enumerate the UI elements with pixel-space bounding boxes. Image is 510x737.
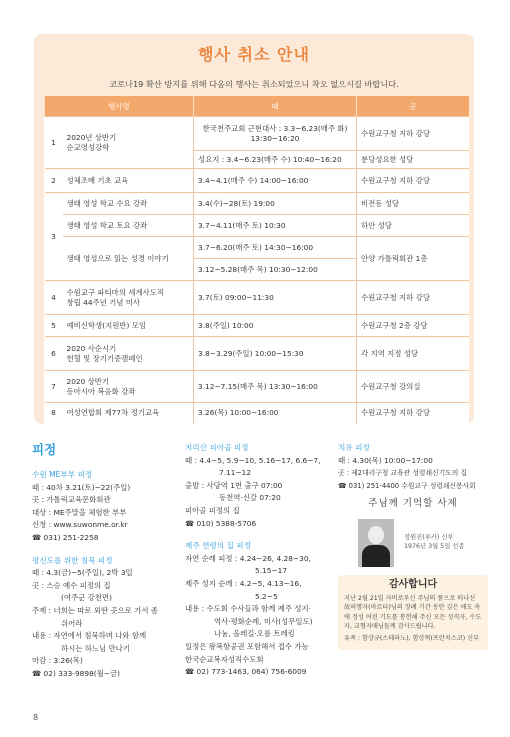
event-time: 3.26(목) 10:00~16:00 xyxy=(194,403,357,424)
event-time: 3.7~4.11(매주 토) 10:30 xyxy=(194,215,357,237)
header-place: 곳 xyxy=(357,96,470,117)
event-time: 3.8~3.29(주일) 10:00~15:30 xyxy=(194,337,357,371)
thanks-signature: 유족 : 함상규(스테파노), 함상혁(프란치스코) 신부 xyxy=(344,634,480,642)
event-name: 예비신학생(지원반) 모임 xyxy=(63,315,194,337)
event-time: 3.4(수)~28(토) 19:00 xyxy=(194,193,357,215)
event-place: 수원교구청 지하 강당 xyxy=(357,169,470,193)
event-place: 하안 성당 xyxy=(357,215,470,237)
retreat-column-2 xyxy=(185,442,333,679)
silent-retreat-phone: ☎ 02) 333-9898(월~금) xyxy=(32,668,121,678)
row-number: 4 xyxy=(45,281,63,315)
events-table xyxy=(44,96,469,424)
event-time: 3.7~6.20(매주 토) 14:30~16:00 xyxy=(194,237,357,259)
table-header-row xyxy=(45,96,470,117)
jirisan-retreat-heading: 지리산 피아골 피정 xyxy=(185,443,249,452)
jeju-retreat-line: 5.15~17 xyxy=(255,566,288,576)
jirisan-retreat-phone: ☎ 010) 5388-5706 xyxy=(185,518,257,528)
row-number: 2 xyxy=(45,169,63,193)
retreat-title: 피정 xyxy=(32,442,57,457)
jirisan-retreat-line: 때 : 4.4~5, 5.9~10, 5.16~17, 6.6~7, xyxy=(185,455,321,465)
event-time: 한국천주교회 근현대사 : 3.3~6.23(매주 화) 13:30~16:20 xyxy=(194,117,357,151)
jeju-retreat-line: 일정은 왕복항공권 포함해서 접수 가능 xyxy=(185,641,309,651)
event-name: 여성연합회 제77차 정기교육 xyxy=(63,403,194,424)
jeju-retreat-heading: 제주 연령의 집 피정 xyxy=(185,541,251,551)
healing-retreat-line: 때 : 4.30(목) 10:00~17:00 xyxy=(338,455,433,465)
event-place: 수원교구청 지하 강당 xyxy=(357,117,470,151)
healing-retreat-phone: ☎ 031) 251-4400 수원교구 성령쇄신봉사회 xyxy=(338,481,476,490)
silent-retreat-line: 쉬어라 xyxy=(61,618,83,628)
me-retreat-line: 대상 : ME주말을 체험한 부부 xyxy=(32,507,127,517)
table-row xyxy=(45,315,470,337)
jirisan-retreat-line: 출발 : 사당역 1번 출구 07:00 xyxy=(185,480,283,490)
priest-photo xyxy=(358,519,394,567)
row-number: 1 xyxy=(45,117,63,169)
row-number: 7 xyxy=(45,371,63,403)
jirisan-retreat-line: 피아골 피정의 집 xyxy=(185,505,240,515)
event-name: 2020 상반기 동아시아 복음화 강좌 xyxy=(63,371,194,403)
event-place: 각 지역 지정 성당 xyxy=(357,337,470,371)
silent-retreat-line: 때 : 4.3(금)~5(주일), 2박 3일 xyxy=(32,568,133,578)
thanks-box xyxy=(338,575,488,650)
event-name: 성체조배 기초 교육 xyxy=(63,169,194,193)
table-row xyxy=(45,337,470,371)
silent-retreat-heading: 평신도를 위한 침묵 피정 xyxy=(32,555,113,565)
memorial-heading: 주님께 기억할 사제 xyxy=(368,498,458,510)
row-number: 5 xyxy=(45,315,63,337)
notice-title: 행사 취소 안내 xyxy=(198,45,310,64)
event-time: 3.8(주일) 10:00 xyxy=(194,315,357,337)
silent-retreat-line: 하시는 하느님 만나기 xyxy=(61,643,130,653)
event-time: 3.12~5.28(매주 목) 10:30~12:00 xyxy=(194,259,357,281)
event-place: 수원교구청 지하 강당 xyxy=(357,403,470,424)
event-name: 생태 영성 학교 토요 강좌 xyxy=(63,215,194,237)
event-place: 수원교구청 2층 강당 xyxy=(357,315,470,337)
jeju-retreat-line: 제주 성지 순례 : 4.2~5, 4.13~16, xyxy=(185,578,302,588)
event-place: 수원교구청 지하 강당 xyxy=(357,281,470,315)
table-row xyxy=(45,215,470,237)
event-name: 생태 영성 학교 수요 강좌 xyxy=(63,193,194,215)
jeju-retreat-line: 자연 순례 피정 : 4.24~26, 4.28~30, xyxy=(185,553,311,563)
event-time: 3.4~4.1(매주 수) 14:00~16:00 xyxy=(194,169,357,193)
silent-retreat-line: 곳 : 스승 예수 피정의 집 xyxy=(32,580,111,590)
me-retreat-phone: ☎ 031) 251-2258 xyxy=(32,532,99,542)
row-number: 3 xyxy=(45,193,63,281)
healing-retreat-line: 곳 : 제2대리구청 교육관 성령쇄신기도의 집 xyxy=(338,469,468,478)
event-name: 수원교구 파티마의 세계사도직 창립 44주년 기념 미사 xyxy=(63,281,194,315)
row-number: 6 xyxy=(45,337,63,371)
thanks-body: 지난 2월 21일 자비로우신 주님의 품으로 떠나신 故허명자(마르타)님의 장례 기간 동안 깊은 애도 속에 정성 어린 기도를 봉헌해 주신 모든 성직자, 수도자, 교형자매님들께 감사드립니다. xyxy=(344,594,482,631)
table-row xyxy=(45,193,470,215)
header-event: 행사명 xyxy=(45,96,194,117)
retreat-column-1 xyxy=(32,442,164,681)
priest-name: 정원진(루카) 신부 xyxy=(404,533,454,541)
event-time: 3.12~7.15(매주 목) 13:30~16:00 xyxy=(194,371,357,403)
event-place: 비전동 성당 xyxy=(357,193,470,215)
jirisan-retreat-line: 동천역·신갈 07:20 xyxy=(219,493,281,503)
me-retreat-line: 때 : 40차 3.21(토)~22(주일) xyxy=(32,482,131,492)
event-name: 2020년 상반기 순교영성강학 xyxy=(63,117,194,169)
table-row xyxy=(45,237,470,259)
me-retreat-line: 곳 : 가톨릭교육문화회관 xyxy=(32,495,111,505)
healing-retreat-heading: 치유 피정 xyxy=(338,443,370,452)
notice-subtitle: 코로나19 확산 방지를 위해 다음의 행사는 취소되었으니 착오 없으시길 바랍니다. xyxy=(109,79,399,89)
jirisan-retreat-line: 7.11~12 xyxy=(219,468,252,478)
retreat-column-3 xyxy=(338,442,488,650)
priest-date: 1976년 3월 5일 선종 xyxy=(404,542,465,550)
memorial-photo-box xyxy=(338,519,484,569)
event-place: 수원교구청 강의실 xyxy=(357,371,470,403)
event-name: 생태 영성으로 읽는 성경 이야기 xyxy=(63,237,194,281)
event-time: 3.7(토) 09:00~11:30 xyxy=(194,281,357,315)
event-place: 안양 가톨릭회관 1층 xyxy=(357,237,470,281)
silent-retreat-line: (여주군 강천면) xyxy=(61,593,112,603)
thanks-title: 감사합니다 xyxy=(388,578,438,590)
event-time: 성요지 : 3.4~6.23(매주 수) 10:40~16:20 xyxy=(194,151,357,169)
jeju-retreat-phone: ☎ 02) 773-1463, 064) 756-6009 xyxy=(185,667,307,677)
table-row xyxy=(45,403,470,424)
header-time: 때 xyxy=(194,96,357,117)
silent-retreat-line: 마감 : 3.26(목) xyxy=(32,656,83,666)
jeju-retreat-line: 5.2~5 xyxy=(255,591,278,601)
row-number: 8 xyxy=(45,403,63,424)
me-retreat-heading: 수원 ME부부 피정 xyxy=(32,470,93,479)
table-row xyxy=(45,371,470,403)
jeju-retreat-line: 나눔, 올레길·오름 트레킹 xyxy=(214,629,295,639)
jeju-retreat-line: 역사·평화순례, 미사(성무일도) xyxy=(214,616,313,626)
silent-retreat-line: 내용 : 자연에서 침묵하며 나와 함께 xyxy=(32,631,147,641)
memorial-caption xyxy=(404,533,464,551)
jeju-retreat-line: 한국순교복자성직수도회 xyxy=(185,654,264,664)
me-retreat-link[interactable]: 신청 : www.suwonme.or.kr xyxy=(32,520,128,530)
table-row xyxy=(45,281,470,315)
event-cancellation-box xyxy=(34,34,474,424)
jeju-retreat-line: 내용 : 수도회 수사들과 함께 제주 성지· xyxy=(185,604,312,614)
table-row xyxy=(45,169,470,193)
silent-retreat-line: 주제 : 너희는 따로 외딴 곳으로 가서 좀 xyxy=(32,605,159,615)
event-name: 2020 사순시기 헌혈 및 장기기증캠페인 xyxy=(63,337,194,371)
table-row xyxy=(45,117,470,151)
event-place: 분당성요한 성당 xyxy=(357,151,470,169)
page-number: 8 xyxy=(33,713,39,722)
